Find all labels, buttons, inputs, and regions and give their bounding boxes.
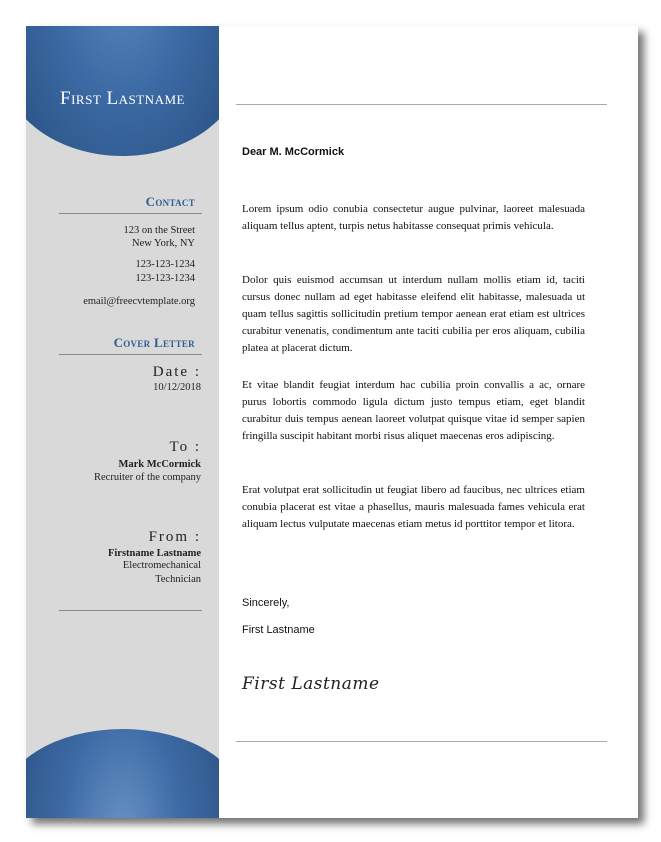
cover-letter-heading: Cover Letter	[113, 335, 195, 350]
from-name: Firstname Lastname	[107, 548, 201, 559]
letter-paragraph-3: Et vitae blandit feugiat interdum hac cubilia proin convallis a ac, ornare purus lobortis commodo ligula dictum justo tempus etiam, eget blandit curabitur duis tempus aenean laoreet volutpat quisque vitae id semper sapien fringilla suscipit habitant morbi risus aliquet maecenas eros adipiscing.	[242, 379, 585, 442]
cover-letter-page	[26, 26, 638, 818]
letter-paragraph-4: Erat volutpat erat sollicitudin ut feugiat libero ad faucibus, nec ultrices etiam conubia placerat est vitae a phasellus, mauris malesuada fames vehicula erat aliquam lectus vulputate maecenas etiam metus id porttitor tempor et litora.	[242, 484, 585, 530]
phone-2: 123-123-1234	[135, 273, 195, 284]
contact-heading: Contact	[145, 194, 195, 209]
sidebar	[26, 26, 219, 818]
sidebar-bottom-divider	[59, 610, 202, 611]
address-line-2: New York, NY	[131, 238, 195, 249]
from-role-line-1: Electromechanical	[122, 560, 201, 571]
letter-paragraph-2: Dolor quis euismod accumsan ut interdum nullam mollis etiam id, taciti cursus donec nullam ad eget habitasse eleifend elit habitasse, malesuada ut quam tellus sagittis sollicitudin pretium tempor aenean erat etiam est ultrices curabitur venenatis, condimentum ante taciti cubilia per eros aliquam, cubilia platea at placerat dictum.	[242, 274, 585, 354]
contact-divider	[59, 213, 202, 214]
applicant-name: First Lastname	[60, 88, 185, 109]
closing-name: First Lastname	[242, 624, 315, 636]
email-link[interactable]: email@freecvtemplate.org	[83, 296, 195, 307]
letter-bottom-divider	[236, 741, 607, 742]
letter-top-divider	[236, 104, 607, 105]
salutation: Dear M. McCormick	[242, 146, 345, 158]
to-role: Recruiter of the company	[94, 472, 201, 483]
date-label: Date :	[152, 364, 201, 380]
cover-letter-divider	[59, 354, 202, 355]
from-label: From :	[148, 529, 201, 545]
sidebar-bottom-banner	[26, 729, 219, 818]
closing: Sincerely,	[242, 597, 290, 609]
letter-paragraph-1: Lorem ipsum odio conubia consectetur augue pulvinar, laoreet malesuada aliquam tellus aptent, turpis netus habitasse consequat primis vehicula.	[242, 203, 585, 232]
address-line-1: 123 on the Street	[123, 225, 195, 236]
from-role-line-2: Technician	[155, 574, 201, 585]
signature: First Lastname	[242, 674, 380, 694]
to-name: Mark McCormick	[118, 459, 201, 470]
phone-1: 123-123-1234	[135, 259, 195, 270]
to-label: To :	[169, 439, 201, 455]
date-value: 10/12/2018	[153, 382, 201, 393]
